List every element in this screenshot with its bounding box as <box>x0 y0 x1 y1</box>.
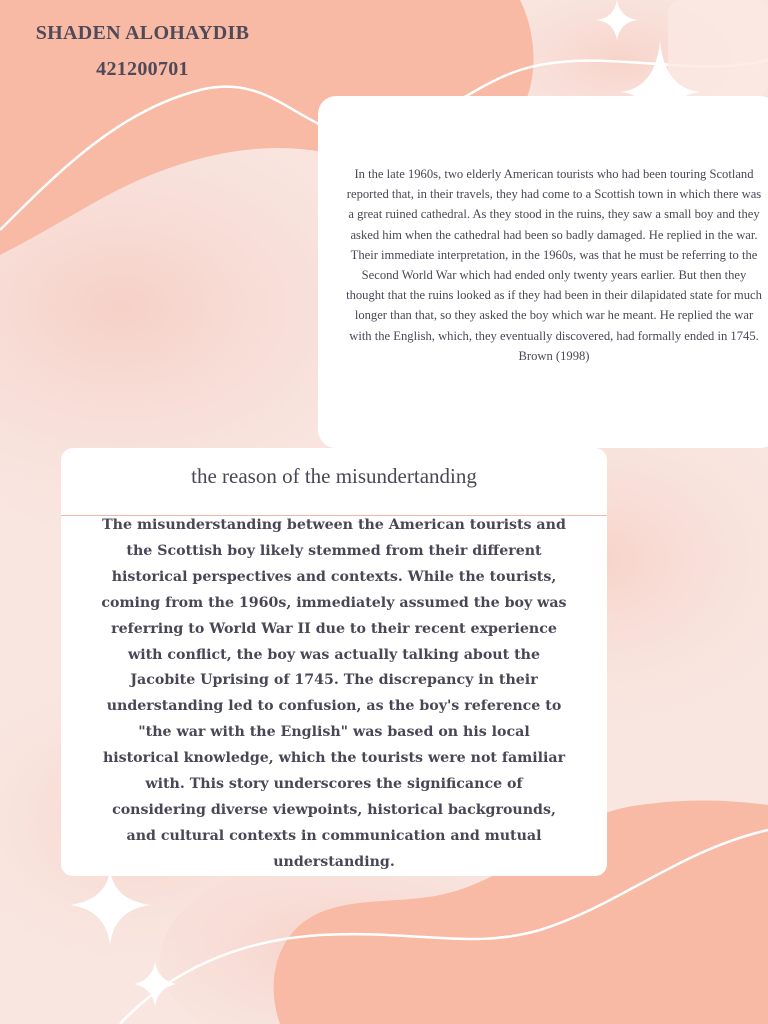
student-id: 421200701 <box>96 58 189 80</box>
quote-citation: Brown (1998) <box>518 348 590 363</box>
top-right-panel <box>668 0 768 98</box>
section-title: the reason of the misundertanding <box>191 464 477 488</box>
quote-text: In the late 1960s, two elderly American tourists who had been touring Scotland reported that, in their travels, they had come to a Scottish town in which there was a great ruined cathedral. As they stood in the ruins, they saw a small boy and they asked him when the cathedral had been so badly damaged. He replied in the war. Their immediate interpretation, in the 1960s, was that he must be referring to the Second World War which had ended only twenty years earlier. But then they thought that the ruins looked as if they had been in their dilapidated state for much longer than that, so they asked the boy which war he meant. He replied the war with the English, which, they eventually discovered, had formally ended in 1745. <box>346 167 762 343</box>
section-body: The misunderstanding between the American tourists and the Scottish boy likely stemmed from their different historical perspectives and contexts. While the tourists, coming from the 1960s, immediately assumed the boy was referring to World War II due to their recent experience with conflict, the boy was actually talking about the Jacobite Uprising of 1745. The discrepancy in their understanding led to confusion, as the boy's reference to "the war with the English" was based on his local historical knowledge, which the tourists were not familiar with. This story underscores the significance of considering diverse viewpoints, historical backgrounds, and cultural contexts in communication and mutual understanding. <box>101 517 567 870</box>
author-name: SHADEN ALOHAYDIB <box>35 22 250 44</box>
quote-block <box>346 164 762 366</box>
